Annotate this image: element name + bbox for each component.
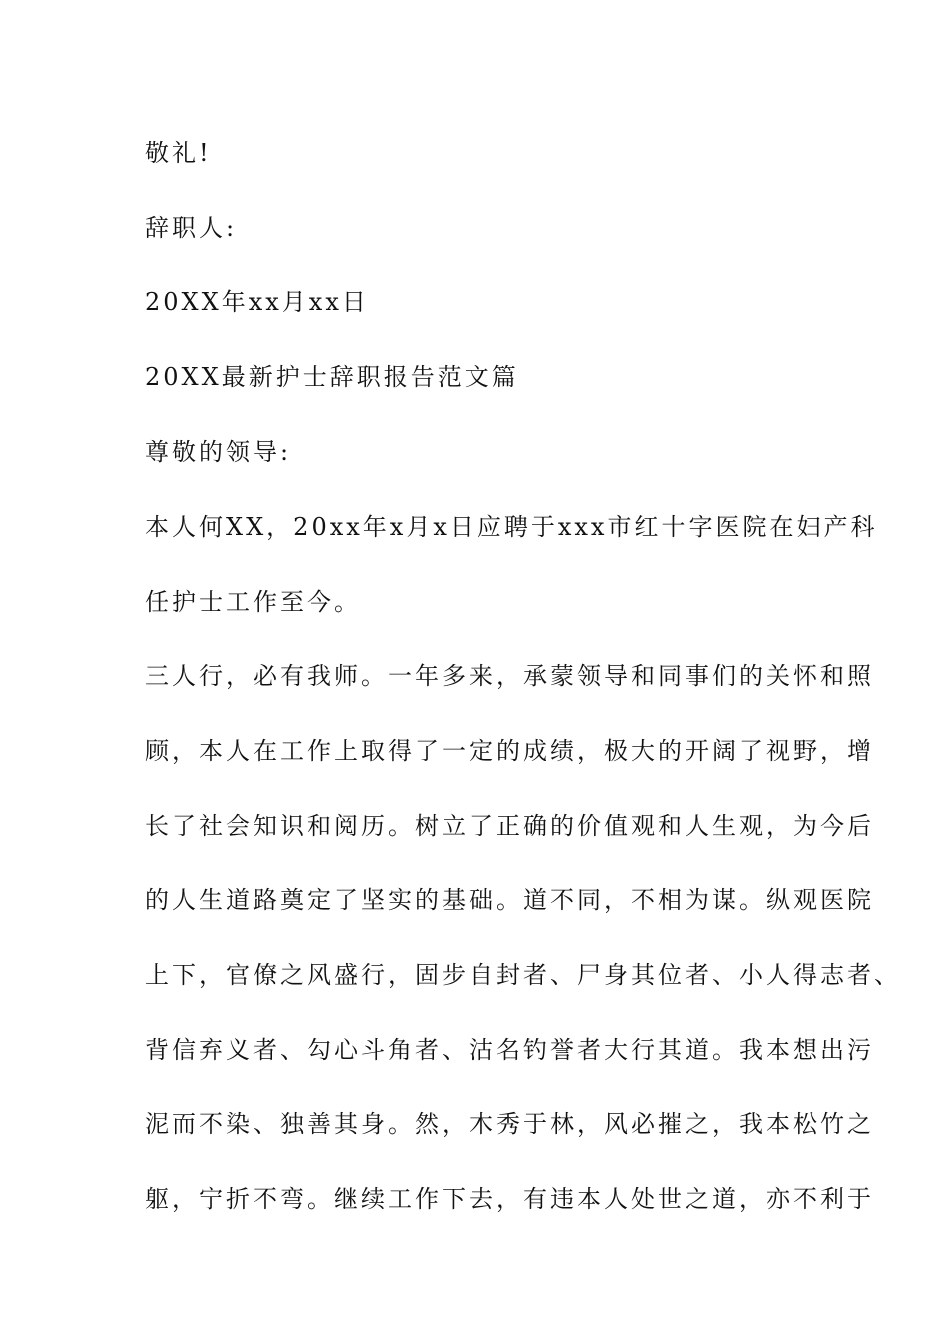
body-line: 任护士工作至今。	[145, 588, 361, 616]
body-line: 上下，官僚之风盛行，固步自封者、尸身其位者、小人得志者、	[145, 961, 901, 989]
body-line: 顾，本人在工作上取得了一定的成绩，极大的开阔了视野，增	[145, 737, 874, 765]
salutation: 尊敬的领导:	[145, 438, 292, 466]
body-line: 背信弃义者、勾心斗角者、沽名钓誉者大行其道。我本想出污	[145, 1036, 874, 1064]
body-line: 的人生道路奠定了坚实的基础。道不同，不相为谋。纵观医院	[145, 886, 874, 914]
signer-label: 辞职人:	[145, 214, 238, 242]
body-line: 长了社会知识和阅历。树立了正确的价值观和人生观，为今后	[145, 812, 874, 840]
body-line: 躯，宁折不弯。继续工作下去，有违本人处世之道，亦不利于	[145, 1185, 874, 1213]
body-line: 本人何XX，20xx年x月x日应聘于xxx市红十字医院在妇产科	[145, 513, 878, 541]
section-title: 20XX最新护士辞职报告范文篇	[145, 363, 519, 391]
body-line: 泥而不染、独善其身。然，木秀于林，风必摧之，我本松竹之	[145, 1110, 874, 1138]
letter-date: 20XX年xx月xx日	[145, 288, 369, 316]
closing-salute: 敬礼!	[145, 139, 212, 167]
body-line: 三人行，必有我师。一年多来，承蒙领导和同事们的关怀和照	[145, 662, 874, 690]
